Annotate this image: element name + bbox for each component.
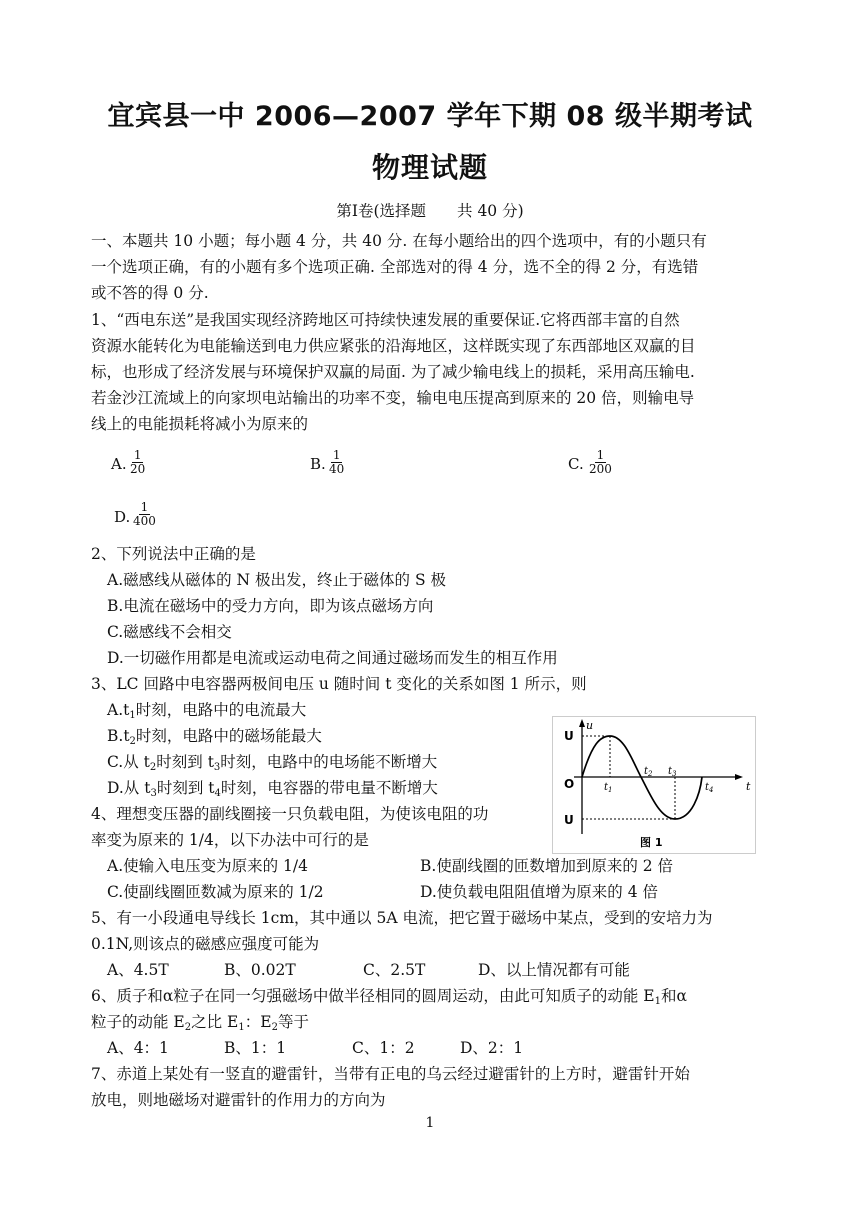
t-letter: t (644, 766, 649, 777)
question-3-option-b (107, 726, 322, 752)
question-6-option: B、1：1 (224, 1039, 287, 1057)
text: B.t (107, 727, 130, 745)
text: 6、质子和α粒子在同一匀强磁场中做半径相同的圆周运动，由此可知质子的动能 E (91, 987, 655, 1005)
subscript: 3 (213, 762, 221, 773)
option-b-fraction (329, 449, 344, 476)
question-2-stem: 2、下列说法中正确的是 (91, 545, 256, 563)
question-6-option: D、2：1 (460, 1039, 524, 1057)
question-5-stem: 0.1N,则该点的磁感应强度可能为 (91, 935, 320, 953)
text: 和α (660, 987, 687, 1005)
text: 时刻到 t (156, 753, 214, 771)
figure-1-voltage-graph (552, 716, 756, 854)
t-subscript: 2 (648, 770, 653, 778)
question-3-option-c (107, 752, 437, 778)
question-3-stem: 3、LC 回路中电容器两极间电压 u 随时间 t 变化的关系如图 1 所示，则 (91, 675, 587, 693)
question-5-stem: 5、有一小段通电导线长 1cm，其中通以 5A 电流，把它置于磁场中某点，受到的安培力为 (91, 909, 713, 927)
u-axis-label: u (586, 719, 594, 732)
fraction-denominator: 20 (130, 462, 146, 476)
subscript: 4 (214, 788, 221, 799)
section-heading: 第Ⅰ卷(选择题 共 40 分) (336, 202, 524, 220)
question-1-stem: 资源水能转化为电能输送到电力供应紧张的沿海地区，这样既实现了东西部地区双赢的目 (91, 337, 696, 355)
page-number: 1 (425, 1115, 435, 1131)
t-letter: t (705, 782, 710, 793)
subscript: 2 (149, 762, 157, 773)
text: 时刻到 t (156, 779, 215, 797)
subscript: 1 (654, 996, 661, 1007)
question-5-option: A、4.5T (107, 961, 169, 979)
text: 之比 E (191, 1013, 239, 1031)
question-5-option: C、2.5T (363, 961, 426, 979)
text: 等于 (277, 1013, 309, 1031)
option-b-label: B. (310, 455, 326, 473)
question-7-stem: 7、赤道上某处有一竖直的避雷针，当带有正电的乌云经过避雷针的上方时，避雷针开始 (91, 1065, 690, 1083)
question-4-stem: 4、理想变压器的副线圈接一只负载电阻，为使该电阻的功 (91, 805, 489, 823)
instruction-line: 或不答的得 0 分. (91, 284, 209, 302)
text: C.从 t (107, 753, 150, 771)
instruction-line: 一、本题共 10 小题；每小题 4 分，共 40 分. 在每小题给出的四个选项中，有的小题只有 (91, 232, 707, 250)
t-axis-label: t (746, 780, 751, 793)
t-letter: t (604, 782, 609, 793)
question-3-option-d (107, 778, 438, 804)
text: 时刻，电路中的电流最大 (135, 701, 307, 719)
question-5-option: B、0.02T (224, 961, 296, 979)
question-3-option-a (107, 700, 306, 726)
question-1-stem: 1、“西电东送”是我国实现经济跨地区可持续快速发展的重要保证.它将西部丰富的自然 (91, 311, 680, 329)
question-6-stem (91, 1012, 309, 1038)
fraction-denominator: 200 (589, 462, 612, 476)
fraction-numerator: 1 (596, 448, 605, 462)
figure-frame (553, 717, 756, 854)
exam-subtitle: 物理试题 (371, 151, 488, 184)
text: ：E (244, 1013, 272, 1031)
question-4-option: C.使副线圈匝数减为原来的 1/2 (107, 883, 324, 901)
question-4-option: D.使负载电阻阻值增为原来的 4 倍 (420, 883, 659, 901)
t-subscript: 4 (709, 786, 714, 794)
subscript: 1 (129, 710, 136, 721)
subscript: 2 (271, 1022, 278, 1033)
question-5-option: D、以上情况都有可能 (478, 961, 630, 979)
option-a-label: A. (111, 455, 127, 473)
question-6-option: A、4：1 (107, 1039, 169, 1057)
question-1-stem: 若金沙江流域上的向家坝电站输出的功率不变，输电电压提高到原来的 20 倍，则输电导 (91, 389, 695, 407)
subscript: 3 (150, 788, 157, 799)
text: 时刻，电容器的带电量不断增大 (220, 779, 438, 797)
option-c-fraction (589, 449, 612, 476)
text: A.t (107, 701, 130, 719)
option-a-fraction (130, 449, 145, 476)
text: 时刻，电路中的电场能不断增大 (220, 753, 438, 771)
subscript: 2 (129, 736, 136, 747)
text: D.从 t (107, 779, 151, 797)
question-1-stem: 标，也形成了经济发展与环境保护双赢的局面. 为了减少输电线上的损耗，采用高压输电. (91, 363, 695, 381)
option-c-label: C. (568, 455, 584, 473)
instruction-line: 一个选项正确，有的小题有多个选项正确. 全部选对的得 4 分，选不全的得 2 分，有选错 (91, 258, 699, 276)
text: 粒子的动能 E (91, 1013, 185, 1031)
option-d-fraction (133, 501, 156, 528)
exam-title: 宜宾县一中 2006—2007 学年下期 08 级半期考试 (107, 101, 753, 132)
question-4-stem: 率变为原来的 1/4，以下办法中可行的是 (91, 831, 369, 849)
fraction-numerator: 1 (133, 448, 142, 462)
question-6-stem (91, 986, 687, 1012)
fraction-numerator: 1 (332, 448, 341, 462)
u-min-label: U (564, 813, 574, 827)
fraction-denominator: 40 (329, 462, 345, 476)
question-2-option: A.磁感线从磁体的 N 极出发，终止于磁体的 S 极 (107, 571, 447, 589)
figure-caption: 图 1 (640, 836, 663, 849)
question-2-option: B.电流在磁场中的受力方向，即为该点磁场方向 (107, 597, 434, 615)
t-subscript: 3 (672, 770, 677, 778)
text: 时刻，电路中的磁场能最大 (135, 727, 322, 745)
question-2-option: D.一切磁作用都是电流或运动电荷之间通过磁场而发生的相互作用 (107, 649, 558, 667)
question-4-option: A.使输入电压变为原来的 1/4 (107, 857, 308, 875)
option-d-label: D. (114, 508, 131, 526)
t-letter: t (668, 766, 673, 777)
t-subscript: 1 (608, 786, 613, 794)
fraction-numerator: 1 (140, 500, 149, 514)
subscript: 1 (238, 1022, 245, 1033)
subscript: 2 (184, 1022, 192, 1033)
question-4-option: B.使副线圈的匝数增加到原来的 2 倍 (420, 857, 674, 875)
u-max-label: U (564, 729, 574, 743)
origin-label: O (564, 777, 575, 791)
question-6-option: C、1：2 (352, 1039, 415, 1057)
question-1-stem: 线上的电能损耗将减小为原来的 (91, 415, 309, 433)
question-7-stem: 放电，则地磁场对避雷针的作用力的方向为 (91, 1091, 386, 1109)
fraction-denominator: 400 (133, 514, 156, 528)
question-2-option: C.磁感线不会相交 (107, 623, 232, 641)
